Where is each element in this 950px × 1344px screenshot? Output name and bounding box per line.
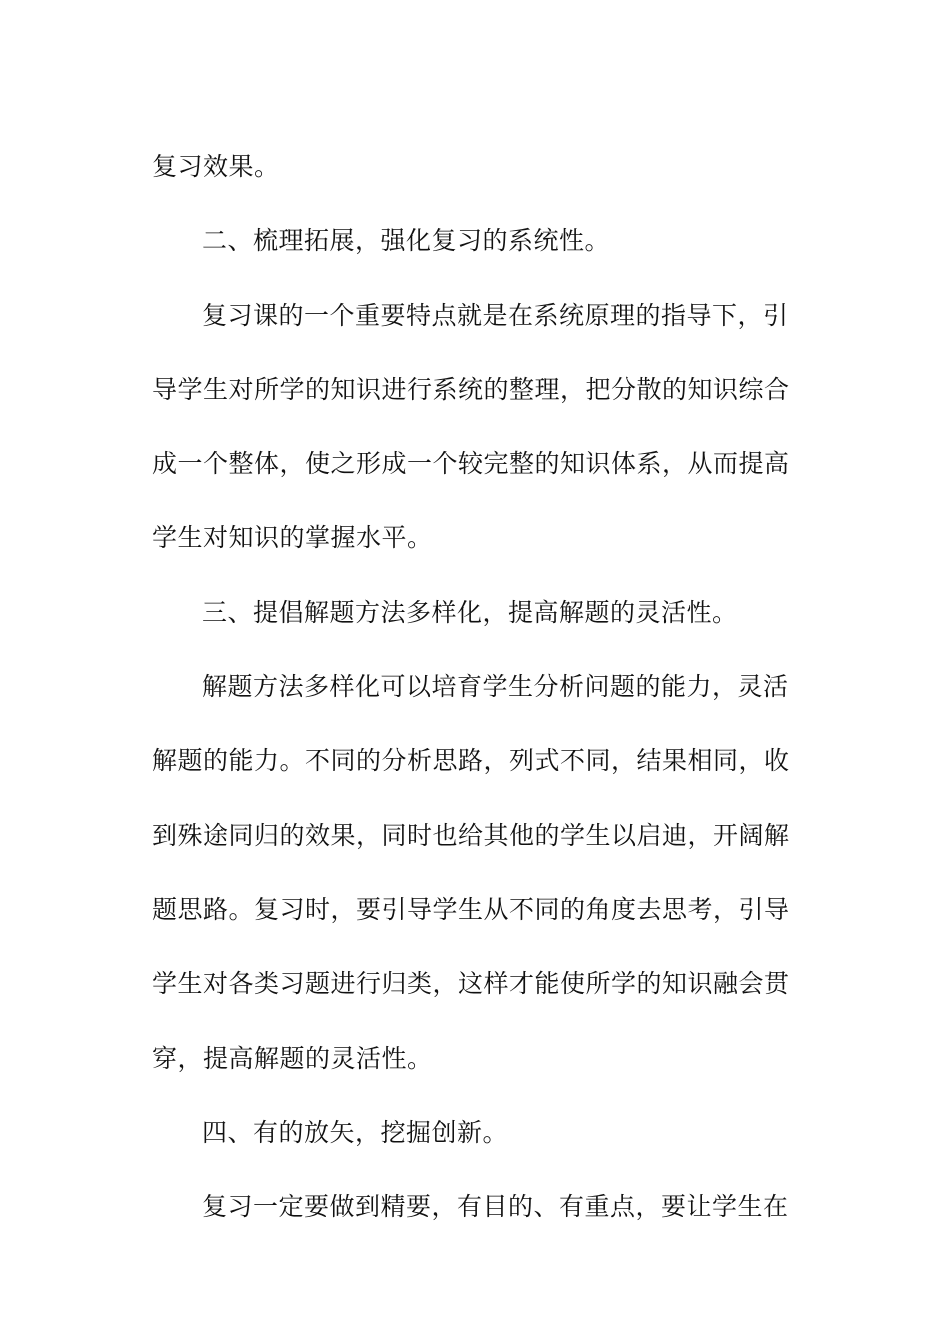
text-line: 成一个整体，使之形成一个较完整的知识体系，从而提高 bbox=[152, 449, 790, 479]
section-heading: 四、有的放矢，挖掘创新。 bbox=[202, 1117, 509, 1147]
text-line: 复习课的一个重要特点就是在系统原理的指导下，引 bbox=[202, 300, 789, 330]
text-line: 复习一定要做到精要，有目的、有重点，要让学生在 bbox=[202, 1192, 789, 1222]
text-line: 学生对各类习题进行归类，这样才能使所学的知识融会贯 bbox=[152, 969, 790, 999]
section-heading: 二、梳理拓展，强化复习的系统性。 bbox=[202, 226, 611, 256]
text-line: 解题的能力。不同的分析思路，列式不同，结果相同，收 bbox=[152, 746, 790, 776]
document-body bbox=[152, 130, 792, 1244]
text-line: 导学生对所学的知识进行系统的整理，把分散的知识综合 bbox=[152, 374, 790, 404]
text-line: 穿，提高解题的灵活性。 bbox=[152, 1043, 433, 1073]
text-line: 复习效果。 bbox=[152, 152, 280, 181]
text-line: 到殊途同归的效果，同时也给其他的学生以启迪，开阔解 bbox=[152, 820, 790, 850]
text-line: 学生对知识的掌握水平。 bbox=[152, 523, 433, 553]
text-line: 题思路。复习时，要引导学生从不同的角度去思考，引导 bbox=[152, 894, 790, 924]
text-line: 解题方法多样化可以培育学生分析问题的能力，灵活 bbox=[202, 672, 789, 702]
section-heading: 三、提倡解题方法多样化，提高解题的灵活性。 bbox=[202, 597, 738, 627]
